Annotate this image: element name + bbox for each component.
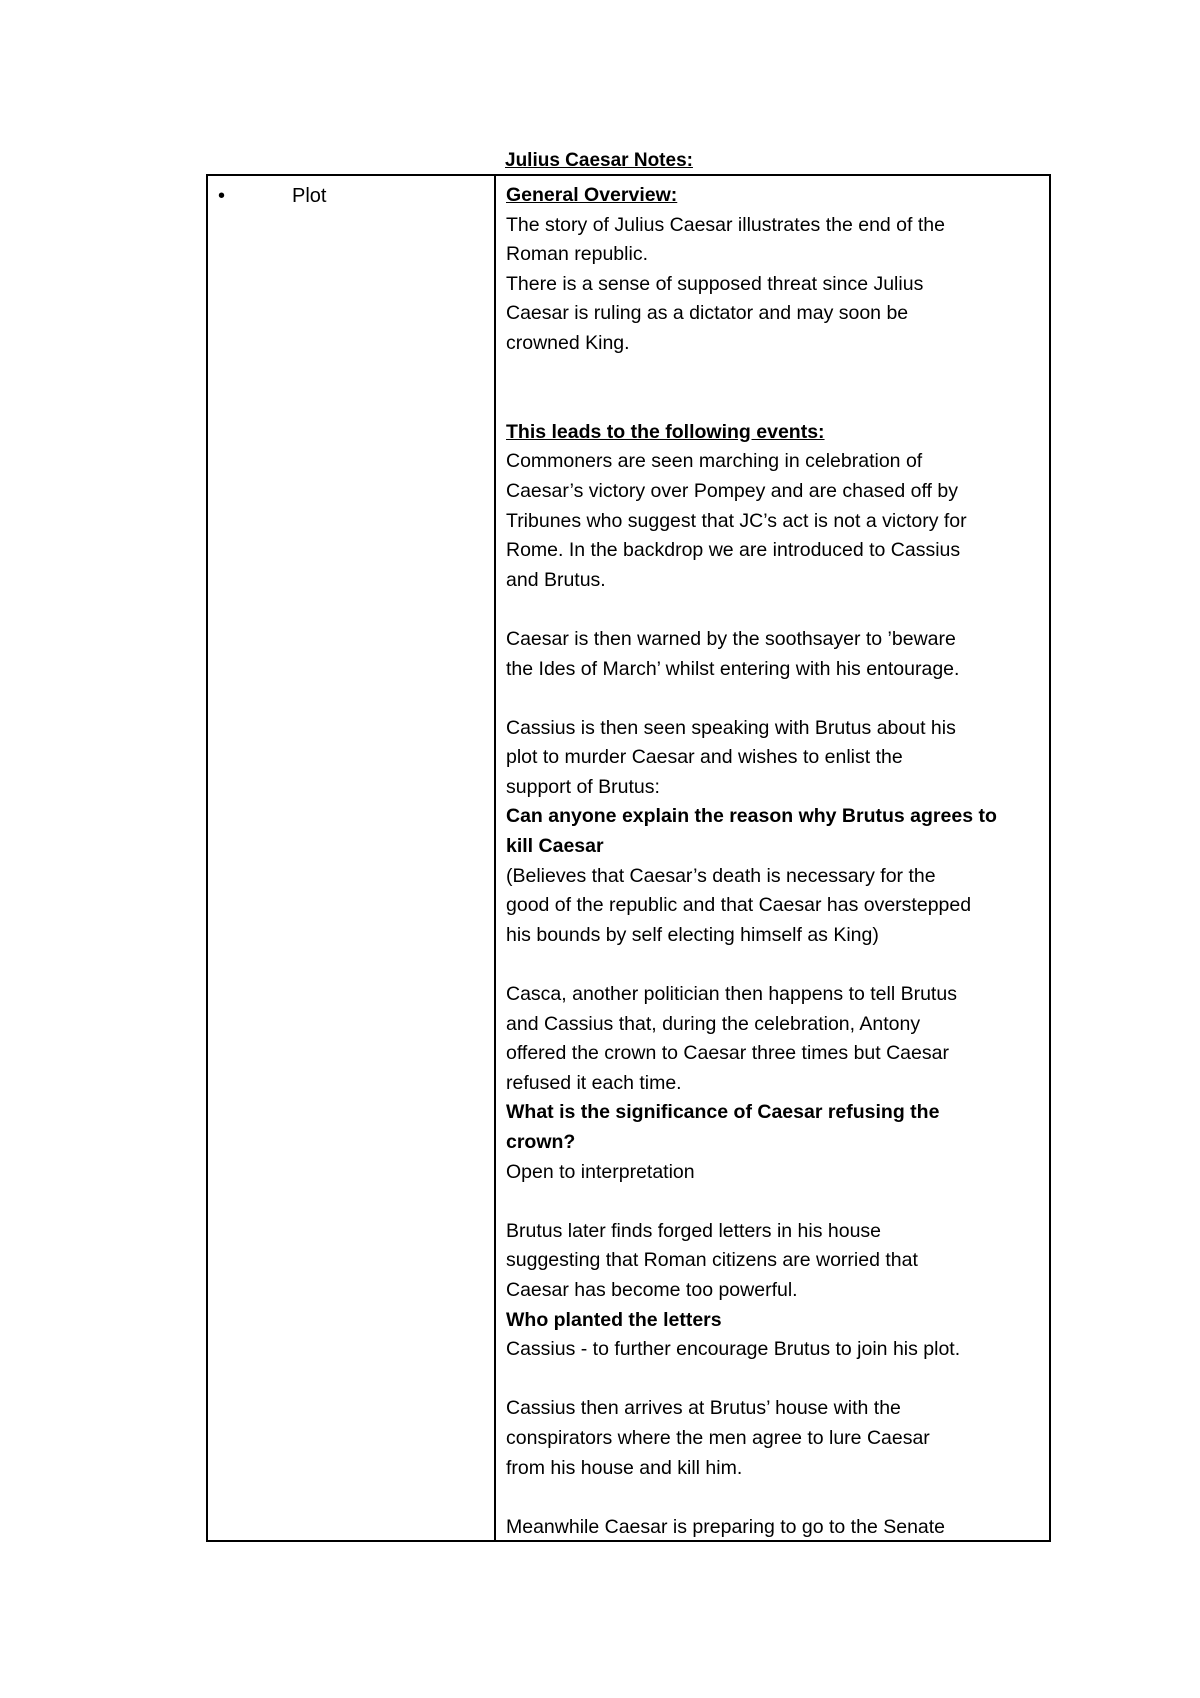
notes-table — [206, 174, 1051, 1542]
note-line: Cassius then arrives at Brutus’ house with the — [506, 1397, 901, 1420]
note-line: Cassius - to further encourage Brutus to join his plot. — [506, 1338, 961, 1361]
note-line: Caesar’s victory over Pompey and are chased off by — [506, 479, 958, 502]
question-line: kill Caesar — [506, 835, 604, 858]
note-line: suggesting that Roman citizens are worried that — [506, 1249, 918, 1272]
note-line: his bounds by self electing himself as King) — [506, 923, 879, 946]
note-line: plot to murder Caesar and wishes to enlist the — [506, 746, 903, 769]
note-line: the Ides of March’ whilst entering with his entourage. — [506, 657, 960, 680]
note-line: Rome. In the backdrop we are introduced to Cassius — [506, 539, 961, 562]
note-line: Meanwhile Caesar is preparing to go to the Senate — [506, 1515, 946, 1538]
blank-line — [506, 950, 1039, 980]
section-heading: General Overview: — [506, 184, 678, 206]
note-line: The story of Julius Caesar illustrates the end of the — [506, 213, 945, 236]
note-line: Roman republic. — [506, 243, 648, 266]
question-line: Who planted the letters — [506, 1308, 722, 1331]
note-line: refused it each time. — [506, 1071, 682, 1094]
note-line: and Brutus. — [506, 568, 606, 591]
blank-line — [506, 1483, 1039, 1513]
note-line: from his house and kill him. — [506, 1456, 743, 1479]
note-line: There is a sense of supposed threat since Julius — [506, 272, 924, 295]
note-line: Brutus later finds forged letters in his house — [506, 1219, 882, 1242]
question-line: crown? — [506, 1131, 576, 1153]
note-line: Tribunes who suggest that JC’s act is not a victory for — [506, 509, 967, 532]
note-line: good of the republic and that Caesar has overstepped — [506, 894, 972, 917]
note-line: offered the crown to Caesar three times but Caesar — [506, 1042, 949, 1065]
blank-line — [506, 1365, 1039, 1395]
note-line: (Believes that Caesar’s death is necessary for the — [506, 864, 936, 887]
page-title: Julius Caesar Notes: — [505, 150, 693, 171]
blank-line — [506, 1187, 1039, 1217]
note-line: Caesar is then warned by the soothsayer to ’beware — [506, 627, 956, 650]
blank-line — [506, 595, 1039, 625]
question-line: Can anyone explain the reason why Brutus agrees to — [506, 805, 997, 828]
bullet-icon: • — [218, 185, 226, 207]
note-line: conspirators where the men agree to lure Caesar — [506, 1426, 930, 1449]
note-line: crowned King. — [506, 331, 630, 354]
notes-cell — [496, 176, 1049, 1540]
note-line: Caesar is ruling as a dictator and may soon be — [506, 302, 909, 325]
section-heading: This leads to the following events: — [506, 420, 825, 443]
blank-line — [506, 388, 1039, 418]
note-line: Cassius is then seen speaking with Brutus about his — [506, 716, 956, 739]
note-line: support of Brutus: — [506, 775, 660, 798]
note-line: Caesar has become too powerful. — [506, 1278, 798, 1301]
note-line: Casca, another politician then happens to tell Brutus — [506, 983, 957, 1006]
blank-line — [506, 684, 1039, 714]
note-line: and Cassius that, during the celebration, Antony — [506, 1012, 921, 1035]
question-line: What is the significance of Caesar refusing the — [506, 1101, 940, 1124]
topic-cell — [208, 176, 496, 1540]
note-line: Open to interpretation — [506, 1160, 695, 1183]
note-line: Commoners are seen marching in celebration of — [506, 450, 923, 473]
topic-label: Plot — [292, 185, 327, 207]
blank-line — [506, 359, 1039, 389]
